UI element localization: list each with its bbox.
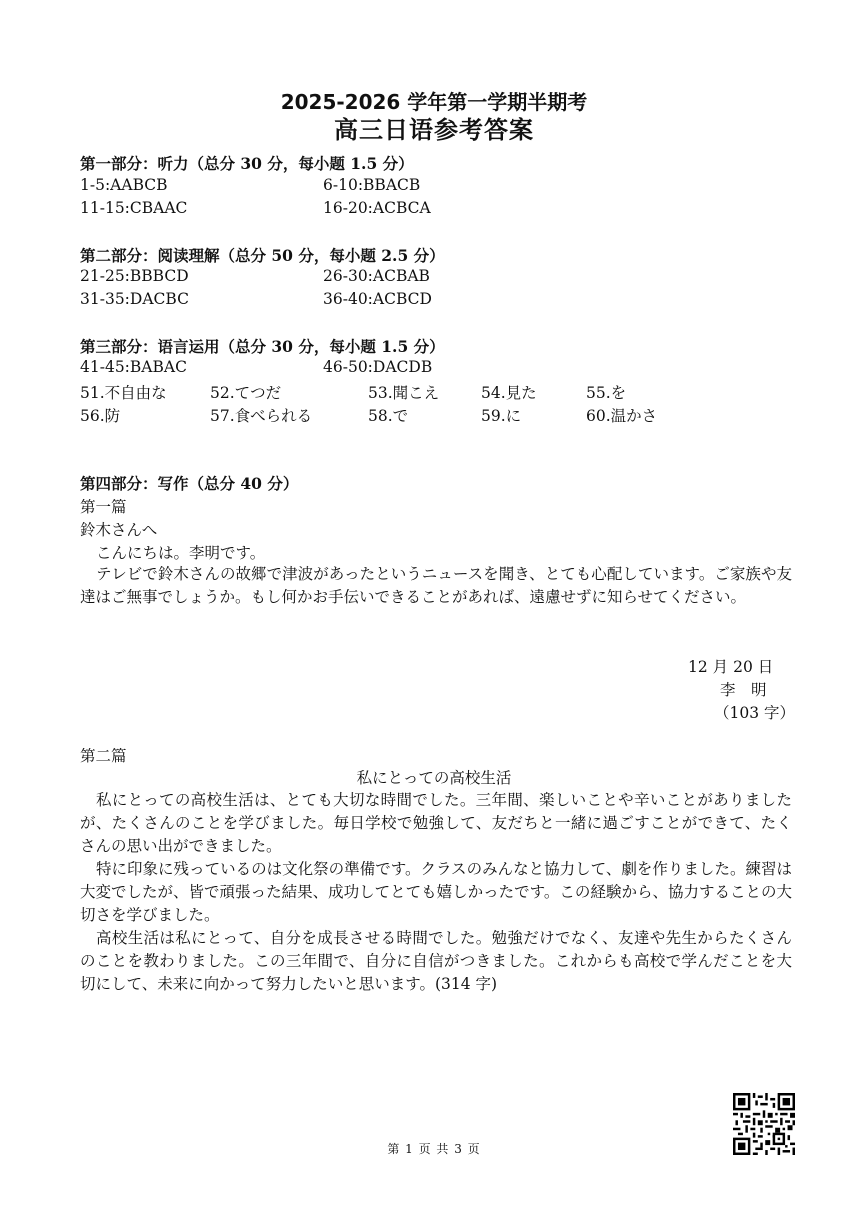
part1-heading: 第一部分：听力（总分 30 分，每小题 1.5 分） bbox=[80, 154, 414, 173]
answer-range: 31-35:DACBC bbox=[80, 290, 189, 308]
fill-answer: 51.不自由な bbox=[80, 384, 167, 402]
essay1-signature: 李 明 bbox=[720, 681, 767, 699]
answer-range: 1-5:AABCB bbox=[80, 176, 168, 194]
answer-range: 26-30:ACBAB bbox=[323, 267, 430, 285]
fill-answer: 60.温かさ bbox=[586, 407, 658, 425]
part3-heading: 第三部分：语言运用（总分 30 分，每小题 1.5 分） bbox=[80, 337, 445, 356]
fill-answer: 54.見た bbox=[481, 384, 537, 402]
essay1-salutation: 鈴木さんへ bbox=[80, 521, 158, 539]
part2-heading: 第二部分：阅读理解（总分 50 分，每小题 2.5 分） bbox=[80, 246, 445, 265]
fill-answer: 57.食べられる bbox=[210, 407, 313, 425]
fill-answer: 53.聞こえ bbox=[368, 384, 440, 402]
answer-range: 46-50:DACDB bbox=[323, 358, 433, 376]
fill-answer: 55.を bbox=[586, 384, 627, 402]
essay2-paragraph: 特に印象に残っているのは文化祭の準備です。クラスのみんなと協力して、劇を作りました。練習は大変でしたが、皆で頑張った結果、成功してとても嬉しかったです。この経験から、協力することの大切さを学びました。 bbox=[80, 860, 792, 924]
essay1-paragraph: テレビで鈴木さんの故郷で津波があったというニュースを聞き、とても心配しています。ご家族や友達はご無事でしょうか。もし何かお手伝いできることがあれば、遠慮せずに知らせてください。 bbox=[80, 565, 792, 606]
essay1-date: 12 月 20 日 bbox=[688, 658, 774, 676]
fill-answer: 52.てつだ bbox=[210, 384, 282, 402]
answer-range: 36-40:ACBCD bbox=[323, 290, 432, 308]
fill-answer: 58.で bbox=[368, 407, 409, 425]
fill-answer: 59.に bbox=[481, 407, 522, 425]
fill-answer: 56.防 bbox=[80, 407, 121, 425]
page-footer: 第 1 页 共 3 页 bbox=[387, 1142, 481, 1156]
essay2-label: 第二篇 bbox=[80, 747, 127, 765]
essay1-char-count: （103 字） bbox=[714, 704, 796, 722]
part4-heading: 第四部分：写作（总分 40 分） bbox=[80, 474, 299, 493]
answer-range: 6-10:BBACB bbox=[323, 176, 421, 194]
exam-title: 2025-2026 学年第一学期半期考 bbox=[280, 90, 588, 114]
answer-key-title: 高三日语参考答案 bbox=[334, 116, 534, 144]
answer-range: 21-25:BBBCD bbox=[80, 267, 189, 285]
answer-range: 41-45:BABAC bbox=[80, 358, 187, 376]
answer-range: 11-15:CBAAC bbox=[80, 199, 188, 217]
essay1-paragraph: こんにちは。李明です。 bbox=[96, 544, 266, 562]
essay2-paragraph: 私にとっての高校生活は、とても大切な時間でした。三年間、楽しいことや辛いことがありましたが、たくさんのことを学びました。毎日学校で勉強して、友だちと一緒に過ごすことができて、たくさんの思い出ができました。 bbox=[80, 791, 792, 855]
essay2-paragraph: 高校生活は私にとって、自分を成長させる時間でした。勉強だけでなく、友達や先生からたくさんのことを教わりました。この三年間で、自分に自信がつきました。これからも高校で学んだことを大切にして、未来に向かって努力したいと思います。(314 字) bbox=[80, 929, 792, 993]
essay2-title: 私にとっての高校生活 bbox=[356, 769, 512, 787]
answer-range: 16-20:ACBCA bbox=[323, 199, 431, 217]
essay1-label: 第一篇 bbox=[80, 498, 127, 516]
